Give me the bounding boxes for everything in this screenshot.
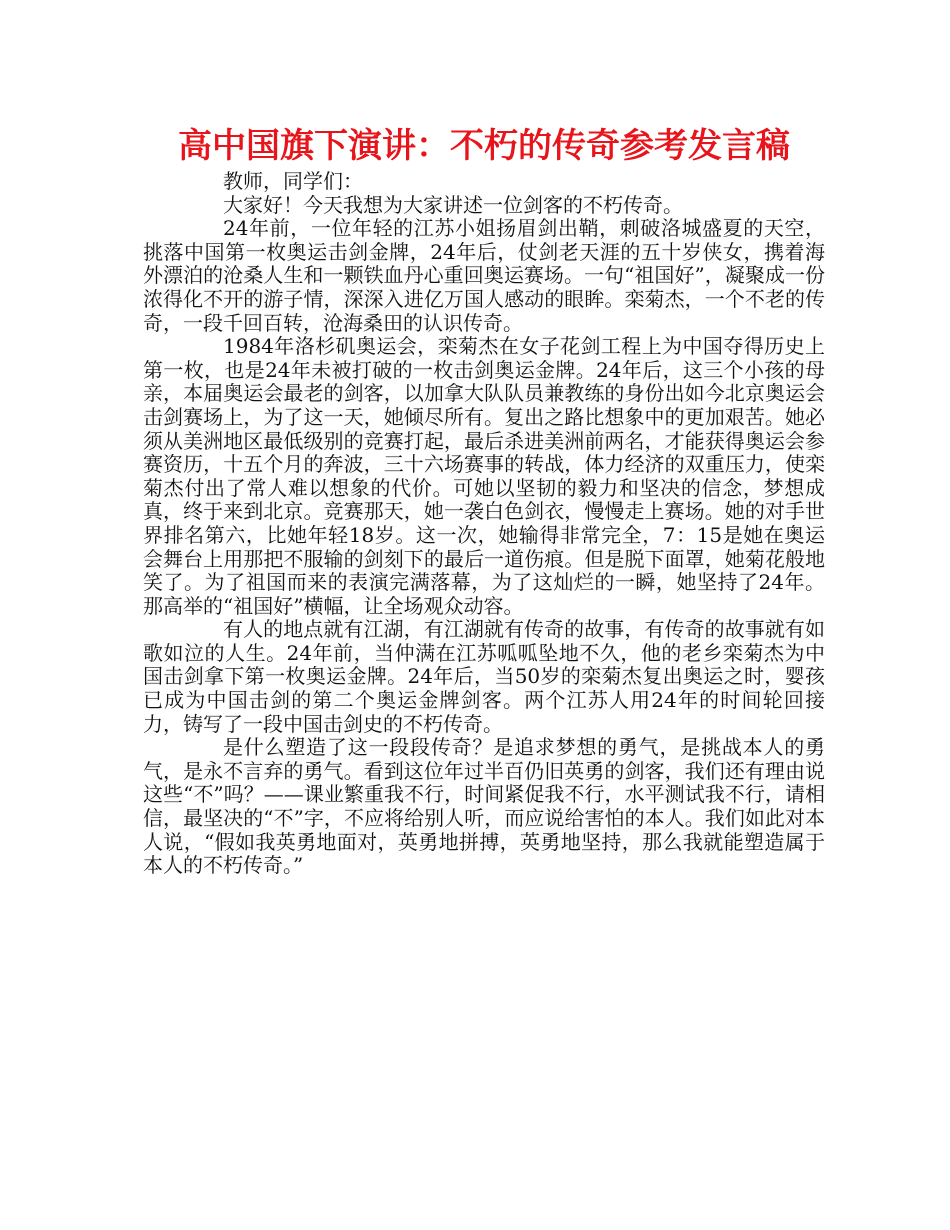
paragraph-legend: 有人的地点就有江湖，有江湖就有传奇的故事，有传奇的故事就有如歌如泣的人生。24年前，当仲满在江苏呱呱坠地不久，他的老乡栾菊杰为中国击剑拿下第一枚奥运金牌。24年后，当50岁的栾菊杰复出奥运之时，婴孩已成为中国击剑的第二个奥运金牌剑客。两个江苏人用24年的时间轮回接力，铸写了一段中国击剑史的不朽传奇。 [143, 617, 825, 736]
document-body [143, 170, 825, 878]
paragraph-courage: 是什么塑造了这一段段传奇？是追求梦想的勇气，是挑战本人的勇气，是永不言弃的勇气。看到这位年过半百仍旧英勇的剑客，我们还有理由说这些“不”吗？——课业繁重我不行，时间紧促我不行，水平测试我不行，请相信，最坚决的“不”字，不应将给别人听，而应说给害怕的本人。我们如此对本人说，“假如我英勇地面对，英勇地拼搏，英勇地坚持，那么我就能塑造属于本人的不朽传奇。” [143, 735, 825, 878]
document-page [143, 122, 825, 878]
paragraph-opening: 大家好！今天我想为大家讲述一位剑客的不朽传奇。 [223, 192, 683, 217]
document-title: 高中国旗下演讲：不朽的传奇参考发言稿 [178, 126, 790, 166]
paragraph-1984-olympics: 1984年洛杉矶奥运会，栾菊杰在女子花剑工程上为中国夺得历史上第一枚，也是24年未被打破的一枚击剑奥运金牌。24年后，这三个小孩的母亲，本届奥运会最老的剑客，以加拿大队队员兼教练的身份出如今北京奥运会击剑赛场上，为了这一天，她倾尽所有。复出之路比想象中的更加艰苦。她必须从美洲地区最低级别的竞赛打起，最后杀进美洲前两名，才能获得奥运会参赛资历，十五个月的奔波，三十六场赛事的转战，体力经济的双重压力，使栾菊杰付出了常人难以想象的代价。可她以坚韧的毅力和坚决的信念，梦想成真，终于来到北京。竞赛那天，她一袭白色剑衣，慢慢走上赛场。她的对手世界排名第六，比她年轻18岁。这一次，她输得非常完全，7：15是她在奥运会舞台上用那把不服输的剑刻下的最后一道伤痕。但是脱下面罩，她菊花般地笑了。为了祖国而来的表演完满落幕，为了这灿烂的一瞬，她坚持了24年。那高举的“祖国好”横幅，让全场观众动容。 [143, 334, 825, 618]
greeting-line: 教师，同学们： [223, 169, 363, 193]
paragraph-intro: 24年前，一位年轻的江苏小姐扬眉剑出鞘，刺破洛城盛夏的天空，挑落中国第一枚奥运击剑金牌，24年后，仗剑老天涯的五十岁侠女，携着海外漂泊的沧桑人生和一颗铁血丹心重回奥运赛场。一句“祖国好”，凝聚成一份浓得化不开的游子情，深深入进亿万国人感动的眼眸。栾菊杰，一个不老的传奇，一段千回百转，沧海桑田的认识传奇。 [143, 216, 825, 335]
